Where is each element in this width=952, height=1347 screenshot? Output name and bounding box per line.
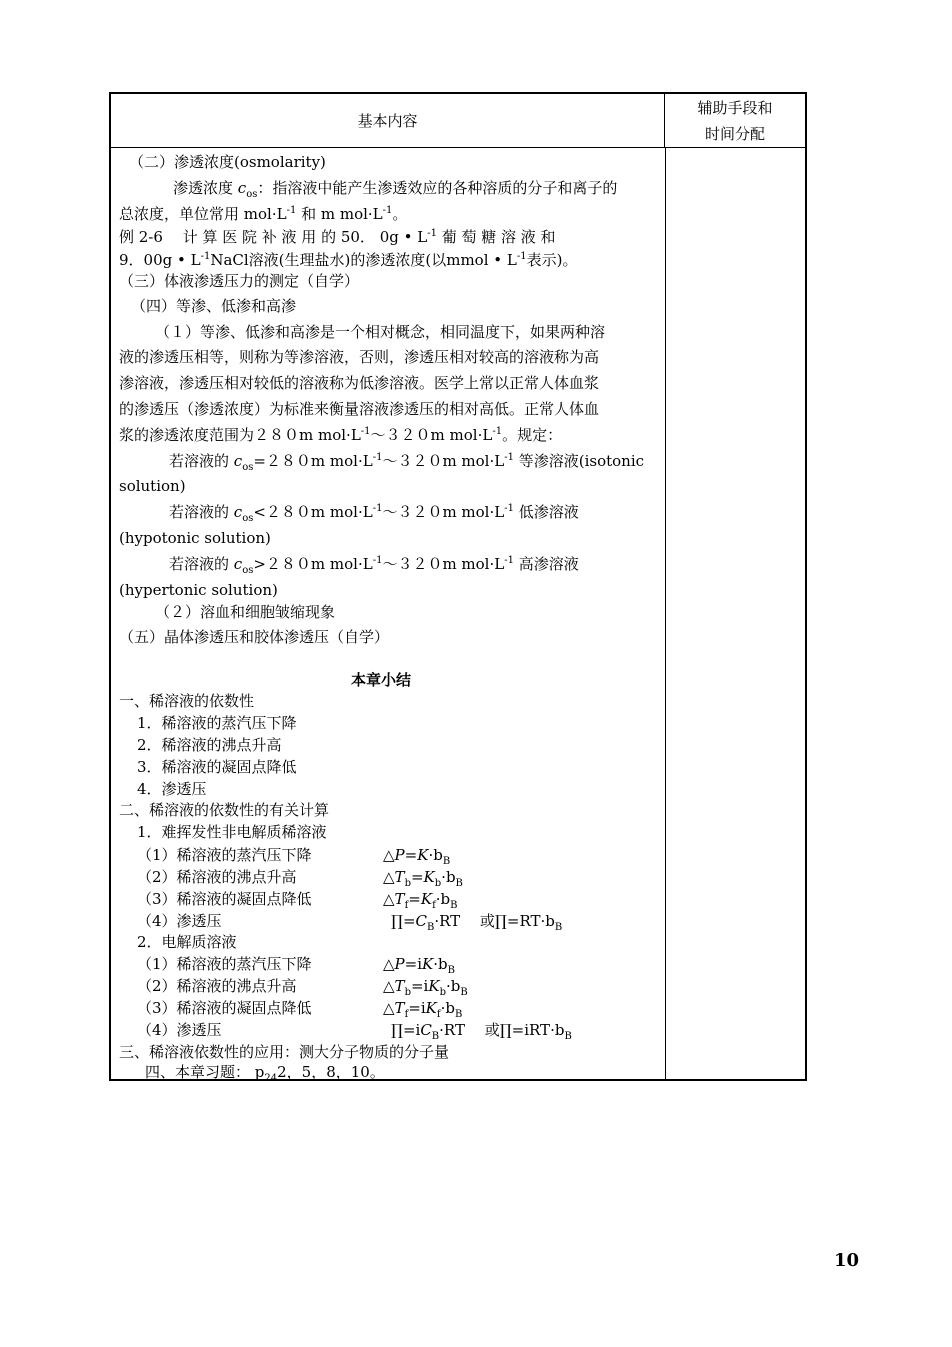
section-measurement: （三）体液渗透压力的测定（自学）: [119, 272, 360, 290]
formula: $\triangle T_b=iK_b\cdot b_B$: [383, 977, 468, 998]
summary-item: 2．电解质溶液: [137, 933, 237, 951]
summary-item: 1．稀溶液的蒸汽压下降: [137, 714, 297, 732]
paragraph-line: 浆的渗透浓度范围为２８０m $mol\cdot L^{-1}\sim 320m$ $mol\cdot L^{-1}$。规定：: [119, 426, 563, 444]
column-divider: [665, 148, 666, 1079]
osmolarity-definition: 渗透浓度 $c_{os}$：指溶液中能产生渗透效应的各种溶质的分子和离子的: [173, 179, 618, 200]
isotonic-term: solution): [119, 477, 186, 495]
summary-title: 本章小结: [351, 671, 412, 689]
exercise-line: 四、本章习题： $p_{24}2$，5，8，10。: [145, 1063, 385, 1084]
summary-item: 二、稀溶液的依数性的有关计算: [119, 801, 330, 819]
section-osmolarity: （二）渗透浓度(osmolarity): [129, 153, 326, 171]
hemolysis-item: （２）溶血和细胞皱缩现象: [155, 603, 336, 621]
example-line1: 例 2-6 计 算 医 院 补 液 用 的 50． 0g • $L^{-1}$ 葡 萄 糖 溶 液 和: [119, 228, 556, 246]
summary-item: 3．稀溶液的凝固点降低: [137, 758, 297, 776]
formula: $\prod=C_B\cdot RT$ 或$\prod=RT\cdot b_B$: [391, 912, 563, 933]
summary-item: 4．渗透压: [137, 780, 207, 798]
formula-label: （4）渗透压: [137, 912, 222, 930]
formula: $\triangle T_b=K_b\cdot b_B$: [383, 868, 463, 889]
formula-label: （3）稀溶液的凝固点降低: [137, 999, 312, 1017]
formula-label: （2）稀溶液的沸点升高: [137, 868, 297, 886]
osmolarity-units: 总浓度，单位常用 $mol\cdot L^{-1}$ 和 m $mol\cdot L^{-1}$。: [119, 205, 408, 223]
formula-label: （2）稀溶液的沸点升高: [137, 977, 297, 995]
summary-item: 一、稀溶液的依数性: [119, 692, 255, 710]
summary-item: 三、稀溶液依数性的应用：测大分子物质的分子量: [119, 1043, 450, 1061]
isotonic-rule: 若溶液的 $c_{os}=280m$ $mol\cdot L^{-1}\sim 320m$ $mol\cdot L^{-1}$ 等渗溶液(isotonic: [169, 452, 645, 473]
page-number: 10: [834, 1250, 860, 1271]
lesson-table: [109, 92, 807, 1084]
hypotonic-rule: 若溶液的 $c_{os}<280m$ $mol\cdot L^{-1}\sim 320m$ $mol\cdot L^{-1}$ 低渗溶液: [169, 503, 579, 524]
formula: $\triangle P=K\cdot b_B$: [383, 846, 451, 867]
paragraph-line: 的渗透压（渗透浓度）为标准来衡量溶液渗透压的相对高低。正常人体血: [119, 400, 600, 418]
section-iso-hypo-hyper: （四）等渗、低渗和高渗: [131, 297, 297, 315]
formula: $\prod=iC_B\cdot RT$ 或$\prod=iRT\cdot b_B$: [391, 1021, 572, 1042]
section-crystal-colloid: （五）晶体渗透压和胶体渗透压（自学）: [119, 628, 390, 646]
summary-item: 2．稀溶液的沸点升高: [137, 736, 282, 754]
header-aux-means: 辅助手段和 时间分配: [665, 94, 805, 148]
formula-label: （1）稀溶液的蒸汽压下降: [137, 955, 312, 973]
formula: $\triangle P=iK\cdot b_B$: [383, 955, 455, 976]
formula-label: （1）稀溶液的蒸汽压下降: [137, 846, 312, 864]
summary-item: 1．难挥发性非电解质稀溶液: [137, 823, 327, 841]
paragraph-line: 液的渗透压相等，则称为等渗溶液，否则，渗透压相对较高的溶液称为高: [119, 348, 600, 366]
hypertonic-term: (hypertonic solution): [119, 581, 278, 599]
paragraph-line: 渗溶液，渗透压相对较低的溶液称为低渗溶液。医学上常以正常人体血浆: [119, 374, 600, 392]
formula: $\triangle T_f=K_f\cdot b_B$: [383, 890, 458, 911]
paragraph-line: （１）等渗、低渗和高渗是一个相对概念，相同温度下，如果两种溶: [155, 323, 606, 341]
hypertonic-rule: 若溶液的 $c_{os}>280m$ $mol\cdot L^{-1}\sim 320m$ $mol\cdot L^{-1}$ 高渗溶液: [169, 555, 579, 576]
formula-label: （4）渗透压: [137, 1021, 222, 1039]
hypotonic-term: (hypotonic solution): [119, 529, 271, 547]
formula-label: （3）稀溶液的凝固点降低: [137, 890, 312, 908]
formula: $\triangle T_f=iK_f\cdot b_B$: [383, 999, 463, 1020]
header-basic-content: 基本内容: [111, 94, 665, 148]
example-line2: 9．00g • $L^{-1}NaCl$溶液(生理盐水)的渗透浓度(以mmol • $L^{-1}$表示)。: [119, 251, 578, 269]
